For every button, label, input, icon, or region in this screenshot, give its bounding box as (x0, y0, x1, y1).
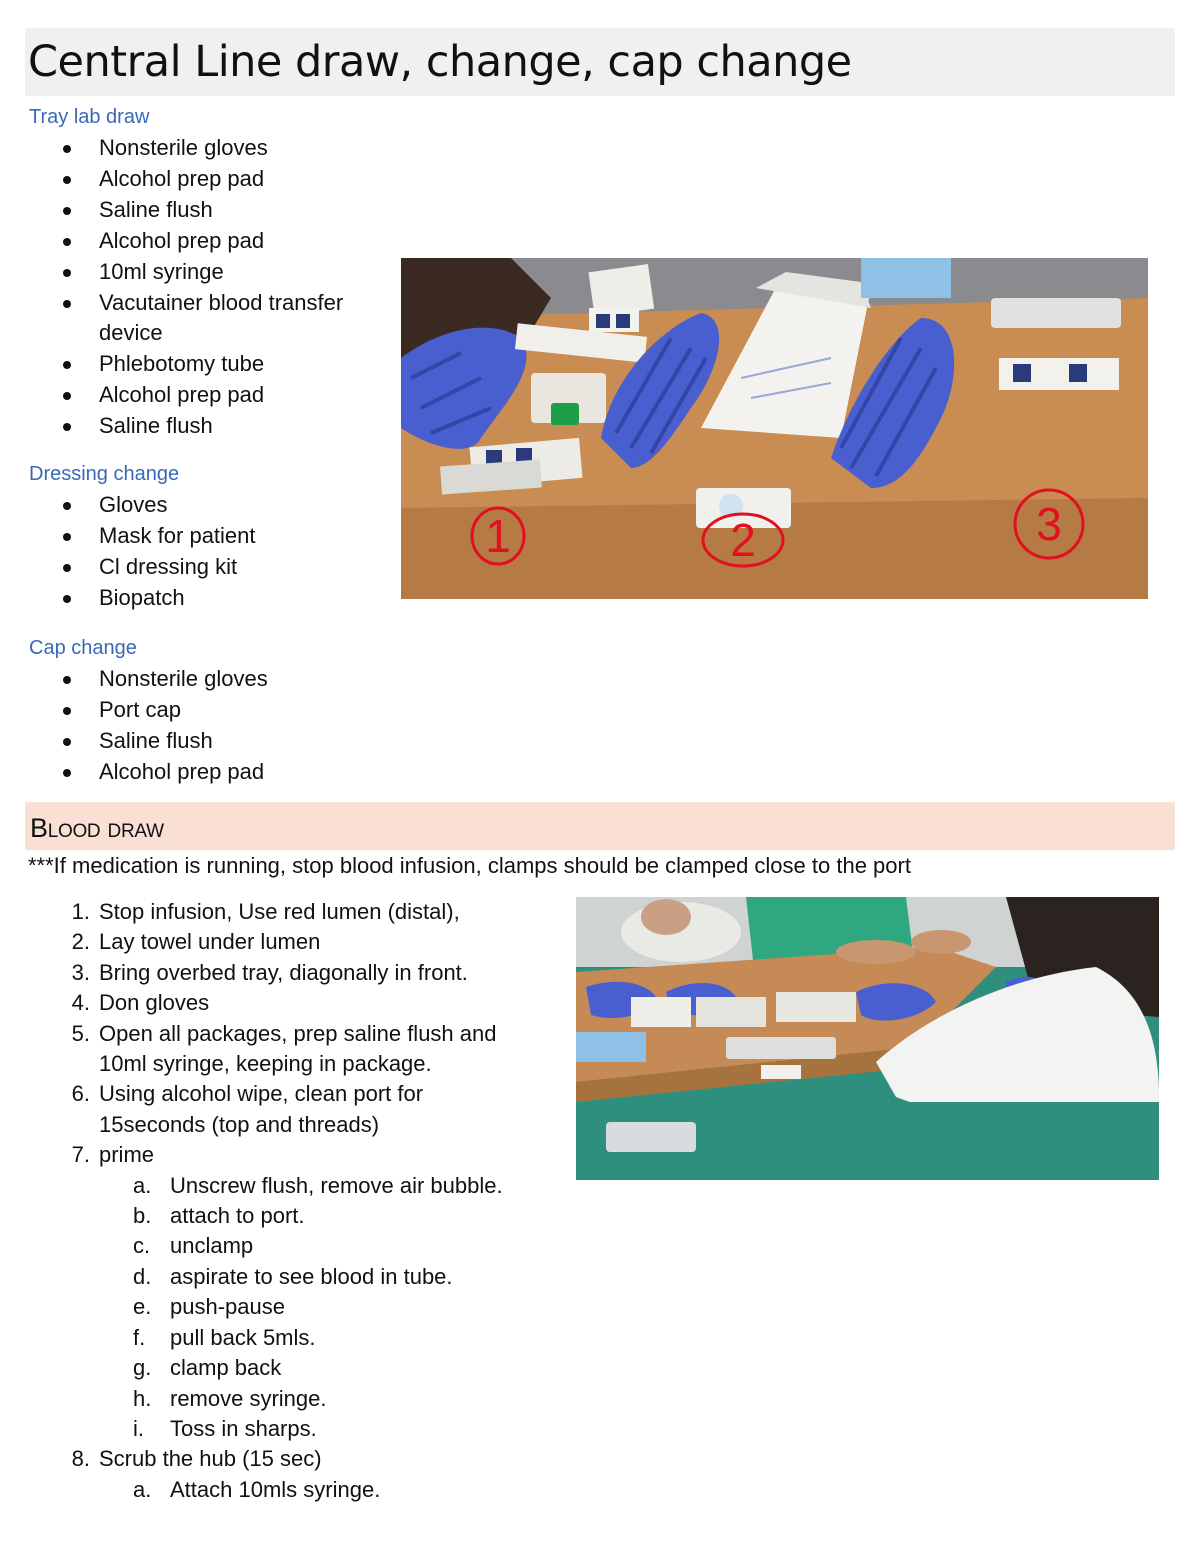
blood-draw-heading: Blood draw (30, 813, 164, 843)
list-item: Port cap (60, 695, 268, 726)
list-item: Saline flush (60, 411, 379, 442)
cap-change-heading: Cap change (29, 637, 137, 659)
dressing-change-list (60, 490, 256, 614)
supply-tray-photo (401, 258, 1148, 599)
substep-item: i. Toss in sharps. (133, 1415, 317, 1441)
substep-item: e. push-pause (133, 1294, 285, 1320)
page-title: Central Line draw, change, cap change (28, 37, 852, 87)
step-item: 6. Using alcohol wipe, clean port for 15seconds (top and threads) (71, 1081, 424, 1137)
prime-substeps (99, 1171, 540, 1445)
list-item: 10ml syringe (60, 257, 379, 288)
list-item: Cl dressing kit (60, 552, 256, 583)
substep-item: h. remove syringe. (133, 1385, 327, 1411)
step-item: 4. Don gloves (71, 990, 210, 1016)
annotation-3: 3 (1036, 498, 1062, 550)
bedside-setup-photo (576, 897, 1159, 1180)
substep-item: d. aspirate to see blood in tube. (133, 1263, 453, 1289)
cap-change-list (60, 664, 268, 788)
substep-item: c. unclamp (133, 1233, 254, 1259)
substep-item: b. attach to port. (133, 1203, 305, 1229)
step-item: 1. Stop infusion, Use red lumen (distal), (71, 899, 460, 924)
tray-lab-draw-list (60, 133, 379, 442)
step-item: 7. prime a. Unscrew flush, remove air bubble. b. attach to port. c. unclamp d. aspirate to see blood in tube. e. push-pause f. pull back 5mls. g. clamp back h. remove syringe. i. Toss in sharps. (60, 1140, 540, 1444)
substep-item: a. Attach 10mls syringe. (133, 1476, 381, 1502)
step-item: 2. Lay towel under lumen (71, 929, 321, 955)
section-bar (25, 802, 1175, 850)
list-item: Gloves (60, 490, 256, 521)
tray-lab-draw-heading: Tray lab draw (29, 106, 150, 128)
annotation-2: 2 (730, 514, 756, 566)
dressing-change-heading: Dressing change (29, 463, 180, 485)
list-item: Phlebotomy tube (60, 349, 379, 380)
list-item: Alcohol prep pad (60, 380, 379, 411)
substep-item: f. pull back 5mls. (133, 1324, 316, 1350)
substep-item: g. clamp back (133, 1355, 282, 1381)
step-item: 8. Scrub the hub (15 sec) a. Attach 10mls syringe. (60, 1444, 540, 1505)
list-item: Nonsterile gloves (60, 664, 268, 695)
annotation-1: 1 (485, 510, 511, 562)
list-item: Alcohol prep pad (60, 757, 268, 788)
scrub-substeps (99, 1475, 540, 1505)
substep-item: a. Unscrew flush, remove air bubble. (133, 1172, 503, 1198)
list-item: Mask for patient (60, 521, 256, 552)
list-item: Saline flush (60, 726, 268, 757)
list-item: Alcohol prep pad (60, 226, 379, 257)
list-item: Vacutainer blood transfer device (60, 288, 379, 350)
blood-draw-note: ***If medication is running, stop blood infusion, clamps should be clamped close to the port (28, 853, 911, 878)
list-item: Biopatch (60, 583, 256, 614)
list-item: Alcohol prep pad (60, 164, 379, 195)
step-item: 3. Bring overbed tray, diagonally in front. (71, 959, 468, 985)
list-item: Saline flush (60, 195, 379, 226)
blood-draw-steps (60, 897, 540, 1505)
list-item: Nonsterile gloves (60, 133, 379, 164)
step-item: 5. Open all packages, prep saline flush and 10ml syringe, keeping in package. (71, 1020, 497, 1077)
